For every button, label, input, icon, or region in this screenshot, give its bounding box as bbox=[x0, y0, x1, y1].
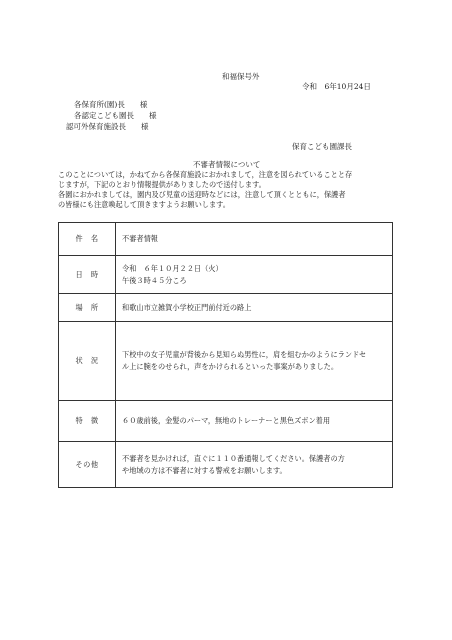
document-number: 和福保号外 bbox=[222, 72, 260, 81]
value-line: 令和 ６年１０月２２日（火） bbox=[122, 263, 223, 273]
table-row-location bbox=[59, 294, 393, 322]
recipient-nursery-heads: 各保育所(園)長 様 bbox=[74, 100, 148, 109]
row-value bbox=[116, 223, 393, 256]
row-label: その他 bbox=[59, 442, 116, 488]
body-paragraph-line: じますが，下記のとおり情報提供がありましたので送付します。 bbox=[58, 180, 266, 189]
row-value bbox=[116, 256, 393, 294]
row-label: 場 所 bbox=[59, 294, 116, 322]
value-line: 不審者情報 bbox=[122, 234, 158, 243]
document-date: 令和 6年10月24日 bbox=[302, 82, 371, 91]
body-paragraph-line: 各園におかれましては，園内及び児童の送迎時などには，注意して頂くとともに，保護者 bbox=[58, 190, 346, 199]
row-value bbox=[116, 442, 393, 488]
table-row-datetime bbox=[59, 256, 393, 294]
recipient-unlicensed-facility-heads: 認可外保育施設長 様 bbox=[66, 122, 149, 131]
value-line: ル上に腕をのせられ，声をかけられるといった事案がありました。 bbox=[122, 362, 339, 371]
value-line: 下校中の女子児童が背後から見知らぬ男性に，肩を組むかのようにランドセ bbox=[122, 350, 367, 359]
row-label: 状 況 bbox=[59, 322, 116, 401]
row-value bbox=[116, 322, 393, 401]
recipient-kodomoen-heads: 各認定こども園長 様 bbox=[74, 111, 157, 120]
table-row-situation bbox=[59, 322, 393, 401]
table-row-features bbox=[59, 401, 393, 442]
value-line: 和歌山市立雑賀小学校正門前付近の路上 bbox=[122, 302, 252, 312]
body-paragraph-line: このことについては，かねてから各保育施設におかれまして，注意を図られていることと存 bbox=[58, 170, 353, 179]
value-line: 不審者を見かければ，直ぐに１１０番通報してください。保護者の方 bbox=[122, 453, 345, 463]
row-label: 特 徴 bbox=[59, 401, 116, 442]
table-row-subject bbox=[59, 223, 393, 256]
body-paragraph-line: の皆様にも注意喚起して頂きますようお願いします。 bbox=[58, 200, 230, 209]
table-row-other bbox=[59, 442, 393, 488]
row-value bbox=[116, 294, 393, 322]
row-value bbox=[116, 401, 393, 442]
sender: 保育こども園課長 bbox=[292, 142, 352, 151]
value-line: や地域の方は不審者に対する警戒をお願いします。 bbox=[122, 465, 287, 475]
subject-title: 不審者情報について bbox=[193, 160, 261, 169]
row-label: 日 時 bbox=[59, 256, 116, 294]
value-line: ６０歳前後，金髪のパーマ，無地のトレーナーと黒色ズボン着用 bbox=[122, 416, 331, 425]
incident-info-table bbox=[58, 222, 393, 488]
row-label: 件 名 bbox=[59, 223, 116, 256]
value-line: 午後３時４５分ころ bbox=[122, 275, 187, 285]
